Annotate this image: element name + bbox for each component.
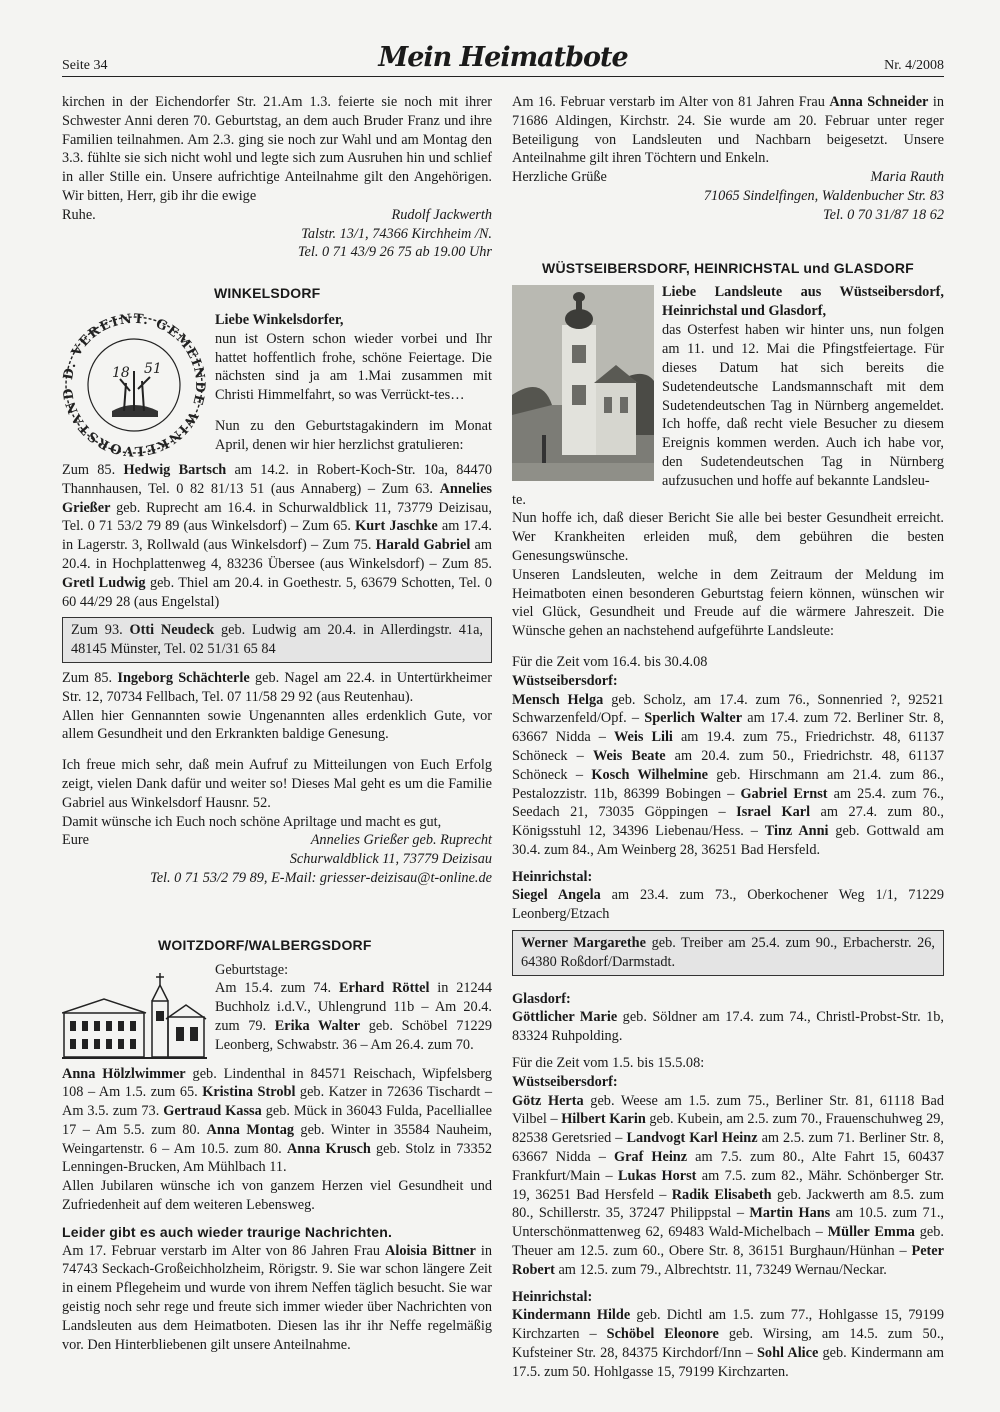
seal-year-left: 18 (112, 364, 130, 381)
person-name: Annelies Grießer (62, 480, 492, 516)
period-heading-2: Für die Zeit vom 1.5. bis 15.5.08: (512, 1055, 705, 1072)
person-name: Göttlicher Marie (512, 1009, 618, 1026)
box-detail: geb. Ludwig am 20.4. in Allerdingstr. 41a, 48145 Münster, Tel. 02 51/31 65 84 (71, 622, 483, 658)
signature-name-2: Annelies Grießer geb. Ruprecht (310, 832, 492, 849)
page-number: Seite 34 (62, 58, 108, 73)
person-name: Müller Emma (827, 1224, 915, 1241)
signature-row-3 (512, 168, 944, 187)
winkelsdorf-paragraph-6: Damit wünsche ich Euch noch schöne Apriltage und macht es gut, (62, 813, 442, 830)
church-photo (512, 285, 654, 481)
p3-name: Ingeborg Schächterle (117, 669, 250, 686)
person-name: Hilbert Karin (561, 1111, 646, 1128)
person-name: Radik Elisabeth (671, 1186, 772, 1203)
person-name: Weis Lili (614, 729, 673, 746)
obituary-schneider: Am 16. Februar verstarb im Alter von 81 Jahren Frau Anna Schneider in 71686 Aldingen, Kirchstr. 24. Sie wurde am 20. Februar unter reger Beteiligung von Landsleuten und Nachbarn beigesetzt. Unsere Anteilnahme gilt ihren Töchtern und Enkeln. (512, 94, 944, 167)
wuestseibersdorf-paragraph-1: das Osterfest haben wir hinter uns, nun folgen am 11. und 12. Mai die Pfingstfeiertage. Für dieses Datum hat sich bereits die Sudetendeutsche Landsmannschaft mit dem Sudetendeutschen Tag in Nürnberg angemeldet. Ich hoffe, daß recht viele Besucher zu diesem Ereignis kommen werden. Auch ich habe vor, den Sudetendeutschen Tag in Nürnberg aufzusuchen und hoffe auf bekannte Landsleu- (662, 322, 944, 489)
person-name: Harald Gabriel (375, 537, 471, 554)
spacer (512, 641, 944, 653)
intro-text: kirchen in der Eichendorfer Str. 21.Am 1.3. feierte sie noch mit ihrer Schwester Anni deren 70. Geburtstag, an dem auch Bruder Franz und ihre Familien teilnahmen. Am 2.3. ging sie noch zur Wahl und am Montag den 3.3. fühlte sie sich nicht wohl und legte sich zum Ausruhen hin und schlief in aller Stille ein. Unsere aufrichtige Anteilnahme gilt den Angehörigen. Wir bitten, Herr, gib ihr die ewige (62, 94, 492, 204)
wuestseibersdorf-greeting: Liebe Landsleute aus Wüstseibersdorf, Heinrichstal und Glasdorf, (662, 284, 944, 320)
issue-number: Nr. 4/2008 (884, 58, 944, 73)
spacer (62, 744, 492, 756)
left-column (62, 93, 492, 1354)
person-name: Tinz Anni (764, 823, 829, 840)
person-name: Anna Krusch (286, 1140, 371, 1157)
woitzdorf-intro: Geburtstage: (215, 961, 289, 978)
community-seal (62, 311, 207, 459)
person-name: Kristina Strobl (202, 1084, 296, 1101)
person-name: Sohl Alice (756, 1345, 819, 1362)
box2-detail: geb. Treiber am 25.4. zum 90., Erbacherstr. 26, 64380 Roßdorf/Darmstadt. (521, 935, 935, 970)
person-name: Landvogt Karl Heinz (626, 1130, 758, 1147)
winkelsdorf-paragraph-5: Ich freue mich sehr, daß mein Aufruf zu Mitteilungen von Euch Erfolg zeigt, vielen Dank dafür und weiter so! Dieses Mal geht es um die Familie Gabriel aus Winkelsdorf Hausnr. 52. (62, 757, 492, 811)
woitzdorf-birthday-list-1: Am 15.4. zum 74. Erhard Röttel in 21244 Buchholz i.d.V., Uhlengrund 11b – Am 20.4. zum 79. Erika Walter geb. Schöbel 71229 Leonberg, Schwabstr. 36 – Am 26.4. zum 70. (215, 980, 493, 1053)
subheading-wuestseibersdorf-2: Wüstseibersdorf: (512, 1073, 618, 1090)
wuestseibersdorf-birthdays-2: Götz Herta geb. Weese am 1.5. zum 75., Berliner Str. 81, 61118 Bad Vilbel – Hilbert Karin geb. Kubein, am 2.5. zum 70., Frauenschuhweg 29, 82538 Geretsried – Landvogt Karl Heinz am 2.5. zum 71. Berliner Str. 8, 63667 Nidda – Graf Heinz am 7.5. zum 80., Alte Fahrt 15, 60437 Frankfurt/Main – Lukas Horst am 7.5. zum 82., Mähr. Schönberger Str. 19, 36251 Bad Hersfeld – Radik Elisabeth geb. Jackwerth am 8.5. zum 80., Schillerstr. 35, 37247 Philippstal – Martin Hans am 10.5. zum 71., Unterschönmattenweg 62, 69483 Wald-Michelbach – Müller Emma geb. Theuer am 12.5. zum 60., Obere Str. 8, 36151 Burghaun/Hünhan – Peter Robert am 12.5. zum 79., Albrechtstr. 11, 73249 Wernau/Neckar. (512, 1092, 945, 1278)
person-name: Gertraud Kassa (163, 1103, 262, 1120)
heinrichstal-birthdays-2: Kindermann Hilde geb. Dichtl am 1.5. zum 77., Hohlgasse 15, 79199 Kirchzarten – Schöbel Eleonore geb. Wirsing, am 14.5. zum 50., Kufsteiner Str. 28, 84375 Kirchdorf/Inn – Sohl Alice geb. Kindermann am 17.5. zum 50. Hohlgasse 15, 79199 Kirchzarten. (512, 1307, 945, 1380)
person-name: Anna Hölzlwimmer (62, 1065, 186, 1082)
winkelsdorf-paragraph-1: nun ist Ostern schon wieder vorbei und Ihr hattet hoffentlich frohe, schöne Feiertage. Die nächsten sind ja am 1.Mai zusammen mit Christi Himmelfahrt, so was Verrückt-tes… (215, 330, 492, 404)
spacer (512, 1280, 944, 1288)
winkelsdorf-greeting: Liebe Winkelsdorfer, (215, 311, 344, 328)
signature-name-3: Maria Rauth (870, 169, 944, 186)
signature-row-2 (62, 831, 492, 850)
sad-news-text: Am 17. Februar verstarb im Alter von 86 Jahren Frau Aloisia Bittner in 74743 Seckach-Großeichholzheim, Rörigstr. 9. Sie war schon längere Zeit in einem Pflegeheim und wurde von ihrem Neffen täglich besucht. Sie war geistig noch sehr rege und freute sich immer wieder über Nachrichten von Landsleuten aus dem Heimatboten. Diesen las ihr ihr Neffe regelmäßig vor. Den Hinterbliebenen gilt unsere Anteilnahme. (62, 1242, 492, 1353)
winkelsdorf-paragraph-2: Nun zu den Geburtstagakindern im Monat April, denen wir hier herzlichst gratulieren: (215, 417, 492, 453)
person-name: Schöbel Eleonore (606, 1326, 719, 1343)
person-name: Hedwig Bartsch (123, 461, 227, 478)
woitzdorf-birthday-list-2: Anna Hölzlwimmer geb. Lindenthal in 84571 Reischach, Wipfelsberg 108 – Am 1.5. zum 65. Kristina Strobl geb. Katzer in 72636 Tischardt – Am 3.5. zum 73. Gertraud Kassa geb. Mück in 36043 Fulda, Pacelliallee 17 – Am 5.5. zum 80. Anna Montag geb. Winter in 35584 Nauheim, Weingartenstr. 6 – Am 10.5. zum 80. Anna Krusch geb. Stolz in 73352 Lenningen-Brucken, Am Mühlbach 11. (62, 1065, 493, 1176)
winkelsdorf-paragraph-3 (62, 669, 492, 707)
section-title-winkelsdorf: WINKELSDORF (214, 285, 321, 302)
wuestseibersdorf-paragraph-2: Nun hoffe ich, daß dieser Bericht Sie alle bei bester Gesundheit erreicht. Wer Krankheiten erleiden muß, dem gebühren die besten Genesungswünsche. (512, 510, 944, 564)
subheading-heinrichstal: Heinrichstal: (512, 868, 593, 885)
person-name: Kosch Wilhelmine (591, 766, 708, 783)
signature-phone: Tel. 0 71 43/9 26 75 ab 19.00 Uhr (297, 244, 492, 261)
closing-word: Eure (62, 832, 89, 849)
person-name: Kurt Jaschke (355, 518, 438, 535)
box-name: Otti Neudeck (129, 622, 215, 639)
person-name: Weis Beate (592, 747, 666, 764)
person-name: Sperlich Walter (644, 710, 743, 727)
wuestseibersdorf-paragraph-3: Unseren Landsleuten, welche in dem Zeitraum der Meldung im Heimatboten einen besonderen Geburtstag feiern können, wünschen wir viel Glück, Gesundheit und Freude auf die wärmere Jahreszeit. Die Wünsche gehen an nachstehend aufgeführte Landsleute: (512, 566, 944, 640)
signature-address: Talstr. 13/1, 74366 Kirchheim /N. (301, 225, 492, 242)
person-name: Anna Schneider (829, 94, 929, 110)
highlight-box-neudeck (62, 617, 492, 663)
person-name: Mensch Helga (512, 691, 604, 708)
signature-phone-3: Tel. 0 70 31/87 18 62 (822, 206, 944, 223)
seal-icon (62, 311, 207, 459)
person-name: Aloisia Bittner (385, 1242, 476, 1259)
intro-last: Ruhe. (62, 206, 96, 223)
person-name: Gabriel Ernst (740, 785, 828, 802)
signature-row-1 (62, 206, 492, 225)
spacer (512, 860, 944, 868)
newspaper-title: Mein Heimatbote (378, 42, 628, 73)
signature-address-3: 71065 Sindelfingen, Waldenbucher Str. 83 (703, 187, 944, 204)
person-name: Erika Walter (274, 1017, 361, 1034)
spacer (512, 982, 944, 990)
subheading-wuestseibersdorf: Wüstseibersdorf: (512, 672, 618, 689)
person-name: Martin Hans (749, 1205, 831, 1222)
p3-detail: geb. Nagel am 22.4. in Untertürkheimer Str. 12, 70734 Fellbach, Tel. 07 11/58 29 92 (aus Reutenhau). (62, 669, 492, 705)
glasdorf-birthdays: Göttlicher Marie geb. Söldner am 17.4. zum 74., Christl-Probst-Str. 1b, 83324 Ruhpolding. (512, 1009, 944, 1045)
person-name: Peter Robert (512, 1243, 944, 1278)
subheading-glasdorf: Glasdorf: (512, 990, 571, 1007)
person-name: Gretl Ludwig (62, 574, 146, 591)
spacer (512, 1046, 944, 1054)
person-name: Graf Heinz (613, 1149, 688, 1166)
seal-year-right: 51 (144, 360, 162, 377)
winkelsdorf-birthday-list: Zum 85. Hedwig Bartsch am 14.2. in Robert-Koch-Str. 10a, 84470 Thannhausen, Tel. 0 82 81/13 51 (aus Annaberg) – Zum 63. Annelies Grießer geb. Ruprecht am 16.4. in Schurwaldblick 11, 73779 Deizisau, Tel. 0 71 53/2 79 89 (aus Winkelsdorf) – Zum 65. Kurt Jaschke am 17.4. in Lagerstr. 3, Rollwald (aus Winkelsdorf) – Zum 75. Harald Gabriel am 20.4. in Hochplattenweg 4, 83236 Übersee (aus Winkelsdorf) – Zum 85. Gretl Ludwig geb. Thiel am 20.4. in Goethestr. 5, 63679 Schotten, Tel. 0 60 44/29 28 (aus Engelstal) (62, 461, 492, 610)
p3-prefix: Zum 85. (62, 669, 118, 686)
sad-news-title: Leider gibt es auch wieder traurige Nachrichten. (62, 1223, 393, 1240)
person-name: Anna Montag (206, 1121, 294, 1138)
person-name: Siegel Angela (512, 887, 601, 904)
heinrichstal-birthdays-1: Siegel Angela am 23.4. zum 73., Oberkochener Weg 1/1, 71229 Leonberg/Etzach (512, 887, 944, 923)
highlight-box-werner (512, 930, 944, 976)
signature-name: Rudolf Jackwerth (391, 206, 492, 223)
woitzdorf-wishes: Allen Jubilaren wünsche ich von ganzem Herzen viel Gesundheit und Zufriedenheit auf dem weiteren Lebensweg. (62, 1178, 492, 1214)
box-prefix: Zum 93. (71, 622, 130, 639)
church-icon (62, 961, 207, 1065)
person-name: Götz Herta (512, 1092, 584, 1109)
person-name: Kindermann Hilde (512, 1307, 631, 1324)
greeting-closing: Herzliche Grüße (512, 169, 607, 186)
signature-address-2: Schurwaldblick 11, 73779 Deizisau (289, 851, 492, 868)
person-name: Erhard Röttel (338, 980, 430, 997)
seal-text: VORSTAND D. VEREINT. GEMEINDE WINKEL (62, 311, 207, 459)
person-name: Lukas Horst (617, 1167, 697, 1184)
right-column (512, 93, 944, 1382)
period-heading-1: Für die Zeit vom 16.4. bis 30.4.08 (512, 653, 708, 670)
wuestseibersdorf-paragraph-1-end: te. (512, 491, 526, 508)
subheading-heinrichstal-2: Heinrichstal: (512, 1288, 593, 1305)
wuestseibersdorf-birthdays-1: Mensch Helga geb. Scholz, am 17.4. zum 76., Sonnenried ?, 92521 Schwarzenfeld/Opf. – Sperlich Walter am 17.4. zum 72. Berliner Str. 8, 63667 Nidda – Weis Lili am 19.4. zum 75., Friedrichstr. 48, 61137 Schöneck – Weis Beate am 20.4. zum 50., Friedrichstr. 48, 61137 Schöneck – Kosch Wilhelmine geb. Hirschmann am 21.4. zum 86., Pestalozzistr. 11b, 86399 Bobingen – Gabriel Ernst am 25.4. zum 76., Seedach 21, 73035 Göppingen – Israel Karl am 27.4. zum 80., Königsstuhl 12, 34396 Liebenau/Hess. – Tinz Anni geb. Gottwald am 30.4. zum 84., Am Weinberg 28, 36251 Bad Hersfeld. (512, 691, 944, 858)
section-title-wuestseibersdorf: WÜSTSEIBERSDORF, HEINRICHSTAL und GLASDORF (542, 259, 914, 276)
box2-name: Werner Margarethe (521, 935, 646, 952)
page-header (62, 42, 944, 77)
church-photo-image (512, 285, 654, 481)
spacer (62, 1215, 492, 1223)
section-title-woitzdorf: WOITZDORF/WALBERGSDORF (158, 936, 372, 953)
signature-contact-2: Tel. 0 71 53/2 79 89, E-Mail: griesser-deizisau@t-online.de (150, 869, 492, 886)
church-drawing (62, 961, 207, 1065)
person-name: Israel Karl (736, 804, 811, 821)
winkelsdorf-paragraph-4: Allen hier Gennannten sowie Ungenannten alles erdenklich Gute, vor allem Gesundheit und den Erkrankten baldige Genesung. (62, 707, 492, 743)
